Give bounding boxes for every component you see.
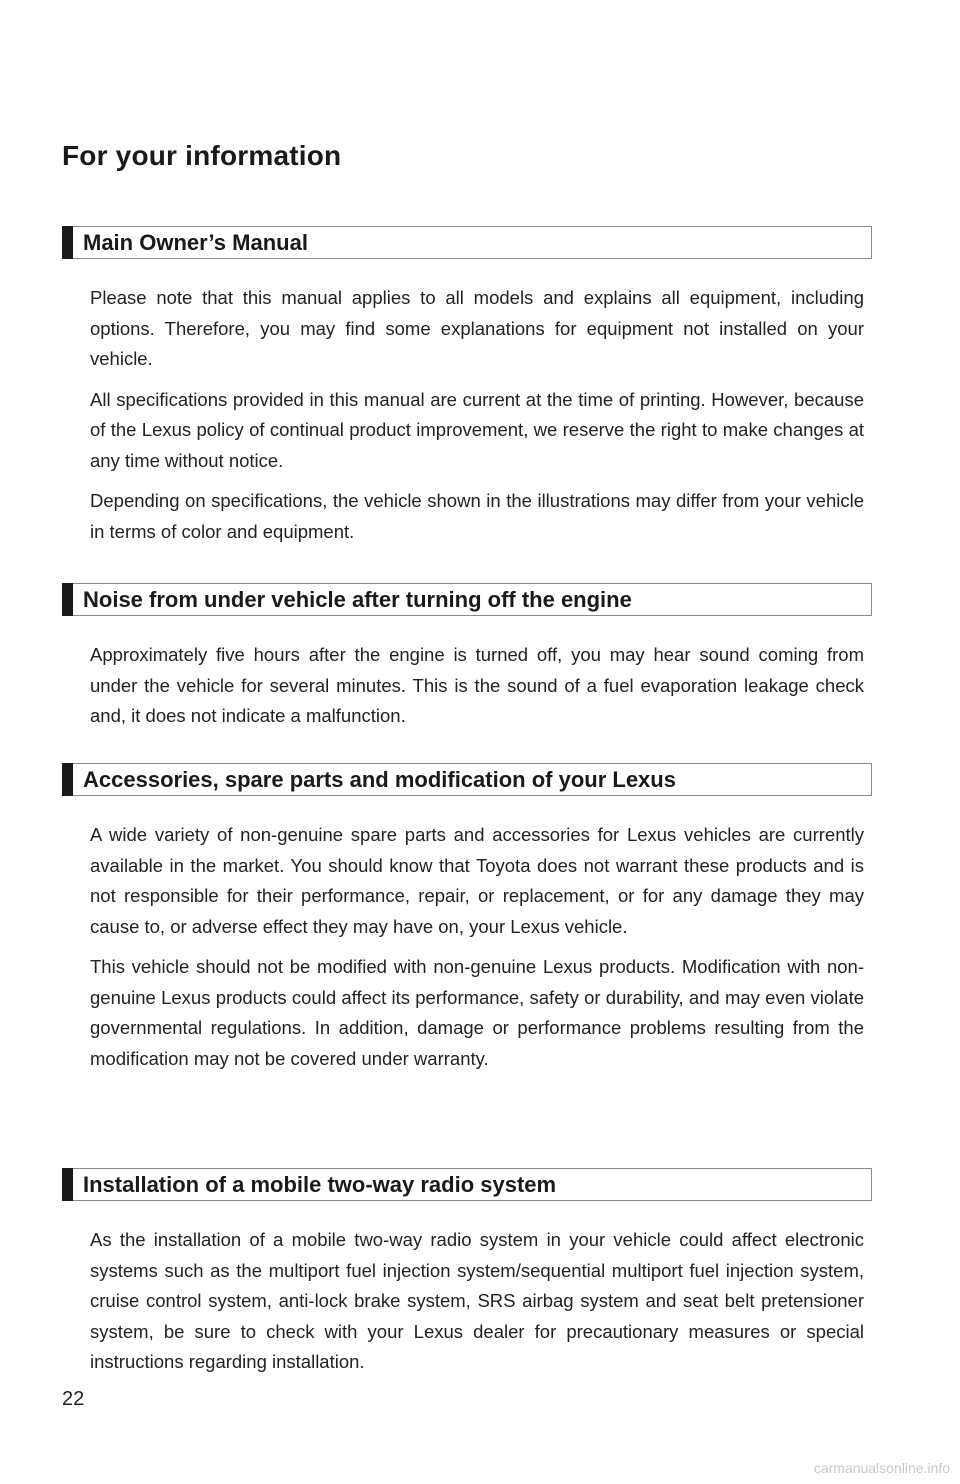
- paragraph: Depending on specifications, the vehicle shown in the illustrations may differ from your vehicle in terms of color and equipment.: [90, 490, 864, 542]
- paragraph: As the installation of a mobile two-way radio system in your vehicle could affect electronic systems such as the multiport fuel injection system/sequential multiport fuel injection system, cruise control system, anti-lock brake system, SRS airbag system and seat belt pretensioner system, be sure to check with your Lexus dealer for precautionary measures or special instructions regarding installation.: [90, 1229, 864, 1372]
- section-noise-under-vehicle: [62, 583, 872, 732]
- heading-bar: [62, 763, 73, 796]
- section-title: Main Owner’s Manual: [83, 229, 308, 255]
- section-heading: [62, 763, 872, 796]
- section-heading: [62, 226, 872, 259]
- section-title: Installation of a mobile two-way radio system: [83, 1171, 557, 1197]
- paragraph: A wide variety of non-genuine spare parts and accessories for Lexus vehicles are currently available in the market. You should know that Toyota does not warrant these products and is not responsible for their performance, repair, or replacement, or for any damage they may cause to, or adverse effect they may have on, your Lexus vehicle.: [90, 824, 864, 937]
- paragraph: This vehicle should not be modified with non-genuine Lexus products. Modification with non-genuine Lexus products could affect its performance, safety or durability, and may even violate governmental regulations. In addition, damage or performance problems resulting from the modification may not be covered under warranty.: [90, 956, 864, 1069]
- section-main-owners-manual: [62, 226, 872, 547]
- watermark: carmanualsonline.info: [813, 1460, 950, 1476]
- paragraph: Approximately five hours after the engine is turned off, you may hear sound coming from under the vehicle for several minutes. This is the sound of a fuel evaporation leakage check and, it does not indicate a malfunction.: [90, 644, 864, 726]
- heading-bar: [62, 226, 73, 259]
- section-heading: [62, 583, 872, 616]
- page-title: For your information: [62, 140, 342, 171]
- section-two-way-radio: [62, 1168, 872, 1378]
- paragraph: Please note that this manual applies to all models and explains all equipment, including options. Therefore, you may find some explanations for equipment not installed on your vehicle.: [90, 287, 864, 369]
- paragraph: All specifications provided in this manual are current at the time of printing. However, because of the Lexus policy of continual product improvement, we reserve the right to make changes at any time without notice.: [90, 388, 864, 471]
- section-heading: [62, 1168, 872, 1201]
- page-number: 22: [62, 1388, 85, 1410]
- section-accessories-modification: [62, 763, 872, 1074]
- section-title: Accessories, spare parts and modification of your Lexus: [83, 766, 676, 792]
- section-title: Noise from under vehicle after turning off the engine: [83, 586, 632, 612]
- heading-bar: [62, 1168, 73, 1201]
- heading-bar: [62, 583, 73, 616]
